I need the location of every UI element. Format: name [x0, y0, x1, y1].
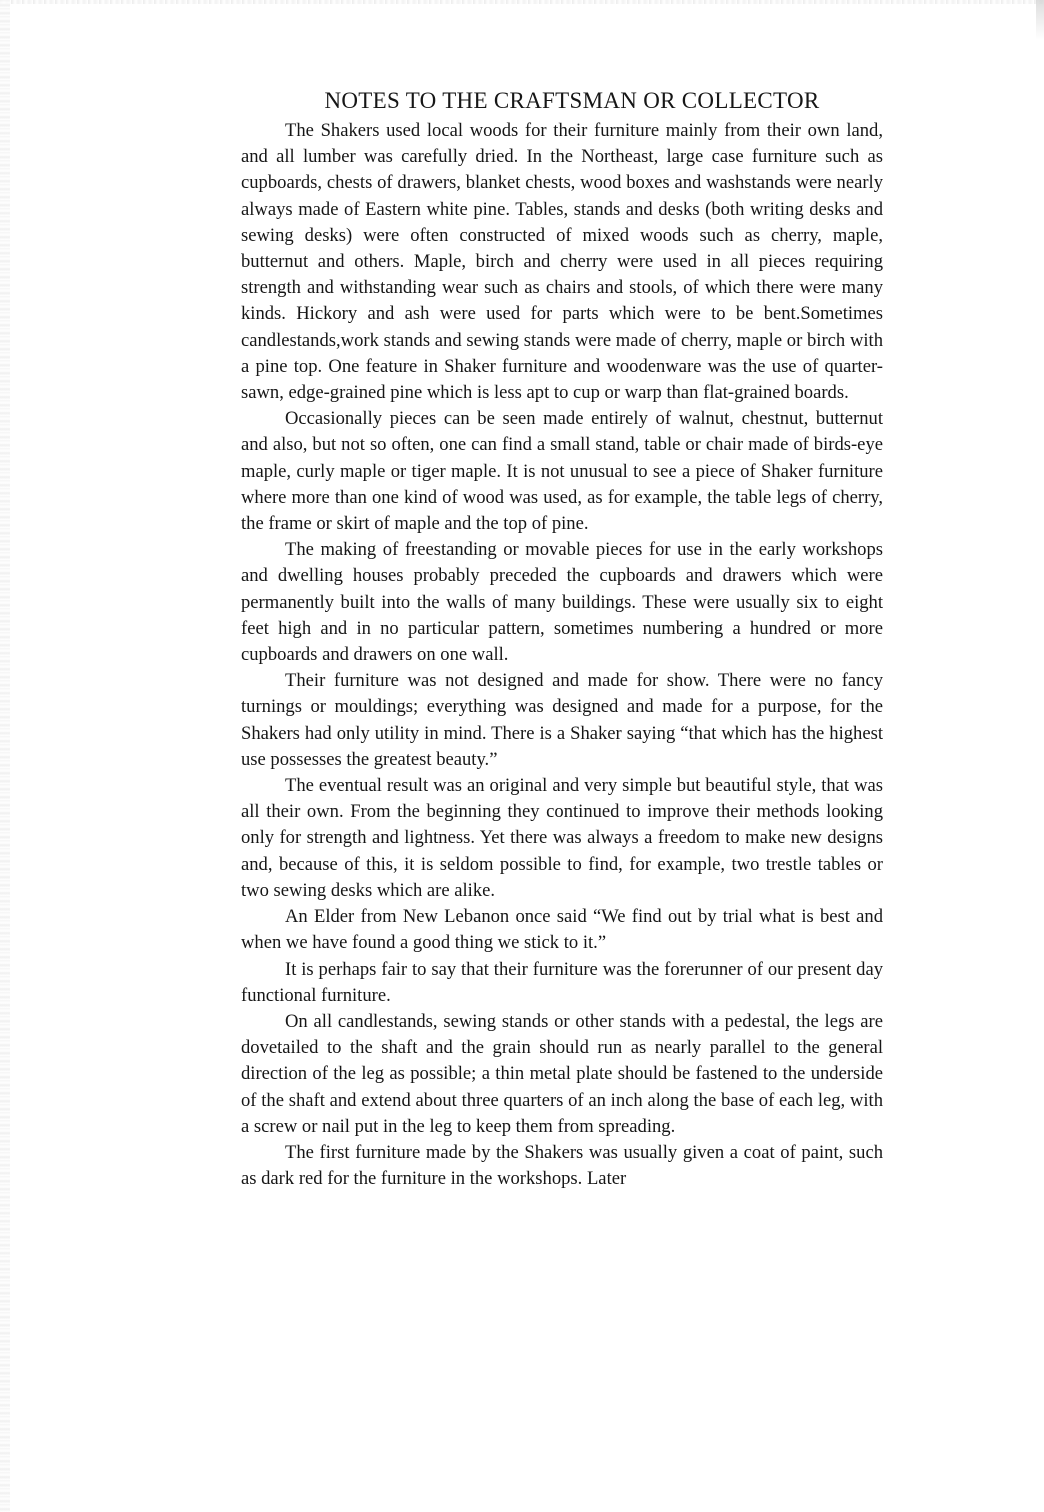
scan-edge-top [0, 0, 1044, 4]
paragraph-paint: The first furniture made by the Shakers was usually given a coat of paint, such as dark red for the furniture in the workshops. Later [241, 1141, 883, 1190]
paragraph-elder-quote: An Elder from New Lebanon once said “We find out by trial what is best and when we have found a good thing we stick to it.” [241, 906, 883, 954]
page-title: NOTES TO THE CRAFTSMAN OR COLLECTOR [324, 88, 820, 113]
paragraph-forerunner: It is perhaps fair to say that their furniture was the forerunner of our present day functional furniture. [241, 958, 883, 1006]
scan-edge-left [0, 0, 10, 1512]
paragraph-utility: Their furniture was not designed and made for show. There were no fancy turnings or mouldings; everything was designed and made for a purpose, for the Shakers had only utility in mind. There is a Shaker saying “that which has the highest use possesses the greatest beauty.” [241, 670, 883, 770]
scan-edge-right [1036, 0, 1044, 40]
document-page [241, 86, 883, 1192]
paragraph-built-in-cupboards: The making of freestanding or movable pieces for use in the early workshops and dwelling houses probably preceded the cupboards and drawers which were permanently built into the walls of many buildings. These were usually six to eight feet high and in no particular pattern, sometimes numbering a hundred or more cupboards and drawers on one wall. [241, 539, 883, 666]
paragraph-woods: The Shakers used local woods for their furniture mainly from their own land, and all lumber was carefully dried. In the Northeast, large case furniture such as cupboards, chests of drawers, blanket chests, wood boxes and washstands were nearly always made of Eastern white pine. Tables, stands and desks (both writing desks and sewing desks) were often constructed of mixed woods such as cherry, maple, butternut and others. Maple, birch and cherry were used in all pieces requiring strength and withstanding wear such as chairs and stools, of which there were many kinds. Hickory and ash were used for parts which were to be bent.Sometimes candlestands,work stands and sewing stands were made of cherry, maple or birch with a pine top. One feature in Shaker furniture and woodenware was the use of quarter-sawn, edge-grained pine which is less apt to cup or warp than flat-grained boards. [241, 120, 883, 404]
paragraph-style: The eventual result was an original and very simple but beautiful style, that was all their own. From the beginning they continued to improve their methods looking only for strength and lightness. Yet there was always a freedom to make new designs and, because of this, it is seldom possible to find, for example, two trestle tables or two sewing desks which are alike. [241, 775, 883, 901]
paragraph-occasional-woods: Occasionally pieces can be seen made entirely of walnut, chestnut, butternut and also, but not so often, one can find a small stand, table or chair made of birds-eye maple, curly maple or tiger maple. It is not unusual to see a piece of Shaker furniture where more than one kind of wood was used, as for example, the table legs of cherry, the frame or skirt of maple and the top of pine. [241, 408, 883, 535]
paragraph-pedestal-legs: On all candlestands, sewing stands or other stands with a pedestal, the legs are dovetailed to the shaft and the grain should run as nearly parallel to the general direction of the leg as possible; a thin metal plate should be fastened to the underside of the shaft and extend about three quarters of an inch along the base of each leg, with a screw or nail put in the leg to keep them from spreading. [241, 1010, 883, 1137]
